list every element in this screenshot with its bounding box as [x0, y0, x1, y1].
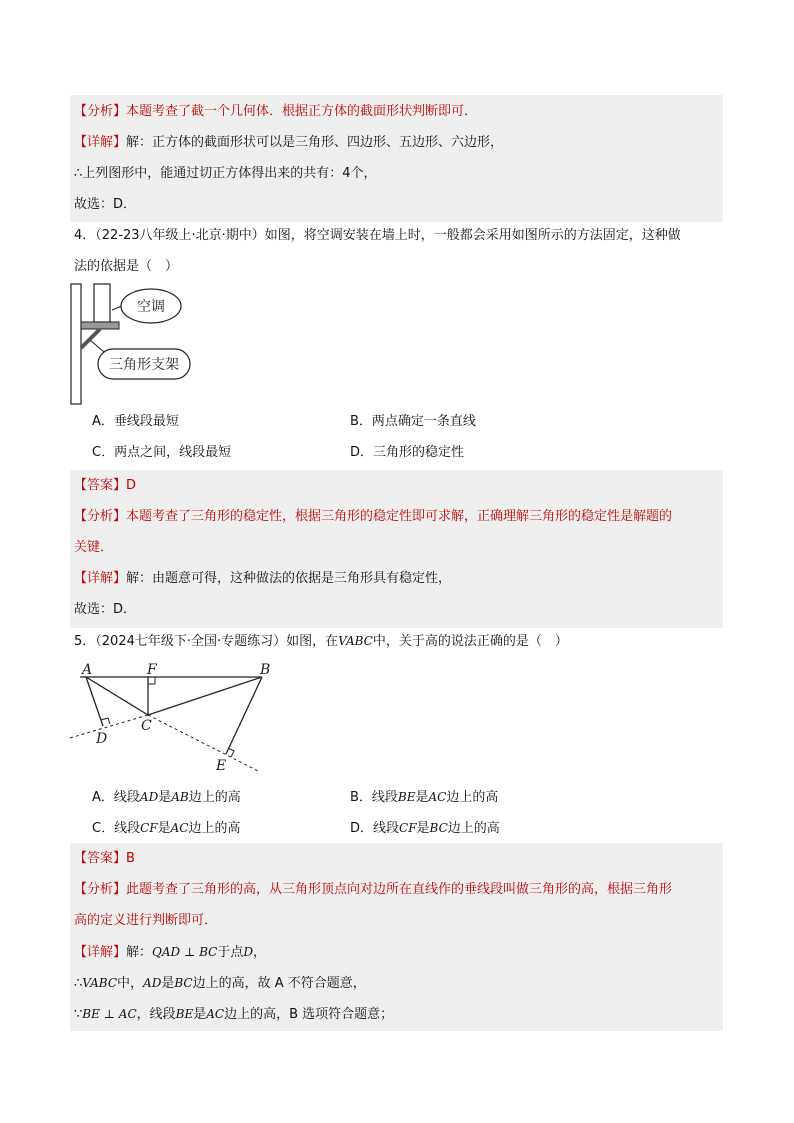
- q4-option-d[interactable]: D．三角形的稳定性: [350, 445, 465, 460]
- side-name: BC: [429, 821, 448, 835]
- label-d: D: [96, 731, 108, 747]
- q4-option-c[interactable]: C．两点之间，线段最短: [92, 445, 232, 460]
- q5-detail-line2: [74, 974, 366, 993]
- brace: [81, 329, 100, 348]
- q5-figure: [66, 660, 271, 778]
- option-connector: 是: [416, 821, 430, 836]
- q5-analysis-line1: [74, 881, 672, 899]
- detail-tag: 【详解】: [74, 945, 127, 960]
- side-name: AC: [428, 790, 447, 804]
- q4-analysis-line1: [74, 508, 672, 526]
- option-suffix: 边上的高: [447, 821, 500, 836]
- analysis-tag: 【分析】: [74, 882, 127, 897]
- detail-text: 中，: [117, 976, 144, 991]
- segment-name: AD: [143, 976, 162, 990]
- q4-stem-line2: 法的依据是（ ）: [74, 259, 179, 274]
- perpendicular-expr: BE ⊥ AC: [82, 1007, 137, 1021]
- option-suffix: 边上的高: [188, 821, 241, 836]
- q5-detail-line1: [74, 943, 266, 962]
- option-connector: 是: [157, 821, 171, 836]
- q5-stem-prefix: 5．（2024七年级下·全国·专题练习）如图，在: [74, 634, 339, 649]
- q5-stem-triangle: VABC: [338, 634, 373, 648]
- side-name: AC: [170, 821, 189, 835]
- segment-bc: [148, 677, 262, 715]
- air-conditioner: [94, 284, 110, 322]
- detail-text: 边上的高，故 A 不符合题意，: [192, 976, 366, 991]
- label-c: C: [141, 718, 152, 734]
- detail-text: 解：正方体的截面形状可以是三角形、四边形、五边形、六边形，: [126, 135, 504, 150]
- therefore-line: ∴上列图形中，能通过切正方体得出来的共有：4个，: [74, 166, 377, 181]
- detail-tag: 【详解】: [74, 135, 127, 150]
- option-prefix: C．线段: [92, 821, 141, 836]
- line-bc-extended: [70, 715, 148, 738]
- solution-block-q5: [70, 843, 723, 1031]
- analysis-tag: 【分析】: [74, 104, 127, 119]
- because-symbol: Q: [152, 945, 162, 959]
- choice-line: 故选：D．: [74, 197, 137, 212]
- detail-text: 是: [161, 976, 175, 991]
- analysis-text: 此题考查了三角形的高，从三角形顶点向对边所在直线作的垂线段叫做三角形的高，根据三角形: [126, 882, 673, 897]
- detail-text: 边上的高，B 选项符合题意；: [224, 1007, 394, 1022]
- analysis-line: [74, 103, 477, 121]
- option-prefix: A．线段: [92, 790, 140, 805]
- because-symbol: ∵: [74, 1007, 83, 1022]
- segment-name: AD: [139, 790, 159, 804]
- ac-label: 空调: [137, 299, 165, 315]
- label-b: B: [260, 662, 271, 678]
- analysis-text: 本题考查了截一个几何体．根据正方体的截面形状判断即可．: [126, 104, 478, 119]
- q5-detail-line3: [74, 1005, 393, 1024]
- q5-analysis-line2: 高的定义进行判断即可．: [74, 913, 218, 928]
- detail-text: 是: [193, 1007, 207, 1022]
- perpendicular-expr: AD ⊥ BC: [161, 945, 218, 959]
- q5-stem-suffix: 中，关于高的说法正确的是（ ）: [372, 634, 568, 649]
- segment-name: BE: [175, 1007, 194, 1021]
- therefore-symbol: ∴: [74, 976, 83, 991]
- q5-option-b[interactable]: [350, 788, 498, 807]
- q4-answer-line: [74, 477, 136, 495]
- analysis-text: 本题考查了三角形的稳定性，根据三角形的稳定性即可求解，正确理解三角形的稳定性是解题的: [126, 509, 673, 524]
- label-a: A: [82, 662, 93, 678]
- answer-tag: 【答案】: [74, 478, 127, 493]
- detail-line: [74, 134, 503, 152]
- option-connector: 是: [415, 790, 429, 805]
- segment-name: CF: [399, 821, 417, 835]
- q4-stem-line1: 4．（22-23八年级上·北京·期中）如图，将空调安装在墙上时，一般都会采用如图所示的方法固定，这种做: [74, 228, 681, 243]
- detail-text: 于点: [217, 945, 244, 960]
- label-f: F: [147, 662, 157, 678]
- answer-tag: 【答案】: [74, 851, 127, 866]
- segment-name: BE: [397, 790, 416, 804]
- triangle-name: VABC: [82, 976, 118, 990]
- segment-ad: [86, 677, 103, 726]
- right-angle-f: [148, 677, 155, 684]
- bracket-label: 三角形支架: [109, 357, 179, 373]
- detail-text: 解：: [126, 945, 153, 960]
- side-name: BC: [174, 976, 193, 990]
- q4-option-a[interactable]: A．垂线段最短: [92, 414, 179, 429]
- answer-text: D: [126, 478, 137, 493]
- option-prefix: D．线段: [350, 821, 400, 836]
- q4-figure: [66, 280, 206, 408]
- option-connector: 是: [158, 790, 172, 805]
- side-name: AB: [171, 790, 189, 804]
- segment-ac: [86, 677, 148, 715]
- detail-text: 解：由题意可得，这种做法的依据是三角形具有稳定性，: [126, 571, 452, 586]
- bracket-callout-pointer: [90, 340, 104, 352]
- side-name: AC: [206, 1007, 225, 1021]
- segment-name: CF: [140, 821, 158, 835]
- answer-text: B: [126, 851, 135, 866]
- detail-text: ，: [252, 945, 266, 960]
- option-prefix: B．线段: [350, 790, 398, 805]
- analysis-tag: 【分析】: [74, 509, 127, 524]
- q4-choice-line: 故选：D．: [74, 602, 137, 617]
- solution-block-q4: [70, 470, 723, 628]
- q4-analysis-line2: 关键．: [74, 540, 114, 555]
- detail-tag: 【详解】: [74, 571, 127, 586]
- q4-detail-line: [74, 570, 451, 588]
- segment-be: [226, 677, 262, 754]
- q4-option-b[interactable]: B．两点确定一条直线: [350, 414, 476, 429]
- q5-answer-line: [74, 850, 135, 868]
- line-ac-extended: [148, 715, 260, 772]
- detail-text: ，线段: [136, 1007, 176, 1022]
- q5-option-c[interactable]: [92, 819, 240, 838]
- option-suffix: 边上的高: [188, 790, 241, 805]
- q5-option-d[interactable]: [350, 819, 500, 838]
- q5-option-a[interactable]: [92, 788, 241, 807]
- shelf: [81, 322, 119, 329]
- q5-stem: [74, 632, 568, 651]
- option-suffix: 边上的高: [446, 790, 499, 805]
- label-e: E: [216, 758, 227, 774]
- point-name: D: [243, 945, 253, 959]
- wall: [71, 284, 81, 404]
